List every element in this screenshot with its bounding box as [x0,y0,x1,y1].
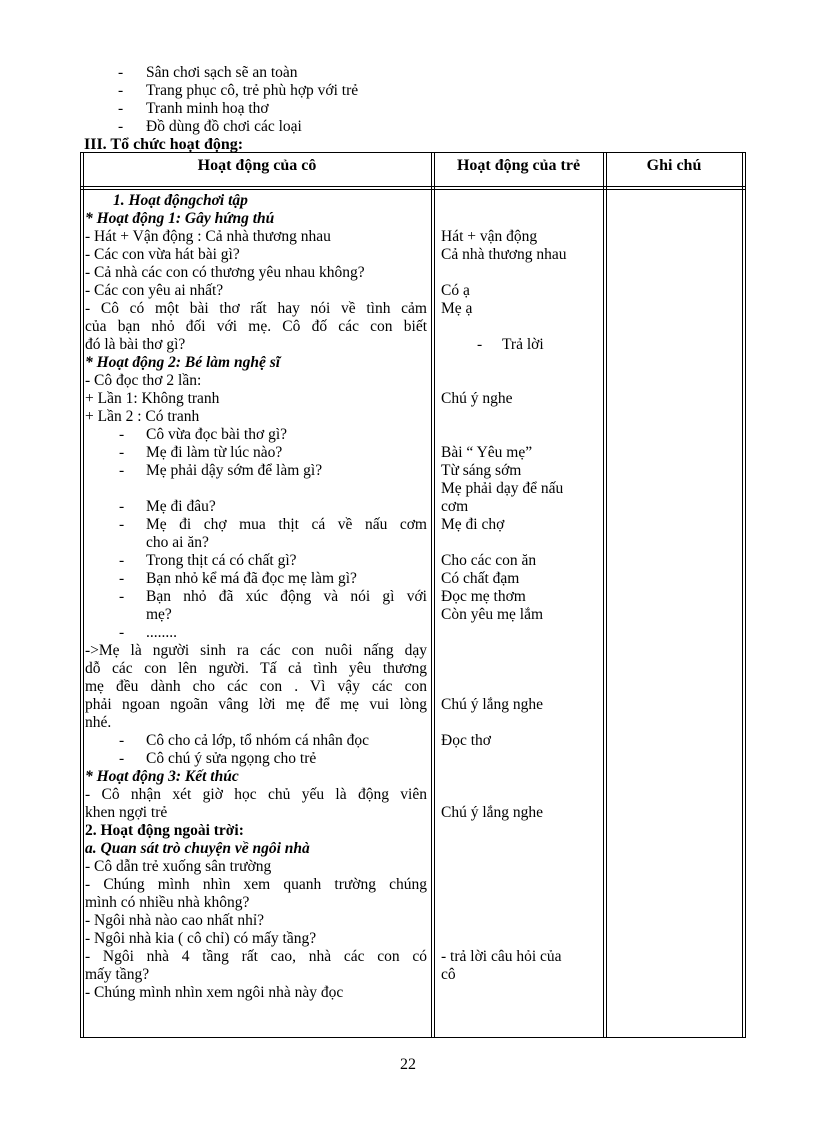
teacher-line: của bạn nhỏ đối với mẹ. Cô đố các con biết [85,318,427,335]
teacher-line: - [119,588,125,605]
table-border [606,152,607,1038]
child-column [441,192,599,1032]
table-border [431,152,432,1038]
table-border [80,152,81,1038]
teacher-line: - Cô đọc thơ 2 lần: [85,372,202,389]
table-border [434,152,435,1038]
teacher-line: - Ngôi nhà 4 tầng rất cao, nhà các con có [85,948,427,965]
list-item: - Sân chơi sạch sẽ an toàn [118,64,298,81]
teacher-line: đó là bài thơ gì? [85,336,186,353]
activity-heading: * Hoạt động 2: Bé làm nghệ sĩ [85,354,281,371]
table-border [83,152,84,1038]
table-border [745,152,746,1038]
teacher-line: Cô chú ý sửa ngọng cho trẻ [146,750,317,767]
teacher-line: Bạn nhỏ kể má đã đọc mẹ làm gì? [146,570,357,587]
teacher-line: Mẹ đi chợ mua thịt cá về nấu cơm [146,516,427,533]
activity-heading: 1. Hoạt độngchơi tập [113,192,248,209]
child-line: Hát + vận động [441,228,538,245]
activity-table [80,152,746,1038]
materials-list [118,64,358,136]
table-border [80,186,746,187]
teacher-line: - [119,462,125,479]
section-title: III. Tổ chức hoạt động: [84,136,244,153]
teacher-line: - Ngôi nhà nào cao nhất nhỉ? [85,912,265,929]
teacher-line: - [119,516,125,533]
teacher-line: - [119,624,125,641]
child-line: Chú ý lắng nghe [441,696,544,713]
teacher-line: Mẹ đi đâu? [146,498,216,515]
teacher-line: - Các con yêu ai nhất? [85,282,224,299]
table-border [80,189,746,190]
child-line: - trả lời câu hỏi của [441,948,562,965]
child-line: Chú ý lắng nghe [441,804,544,821]
teacher-line: ........ [146,624,177,641]
teacher-line: Cô vừa đọc bài thơ gì? [146,426,287,443]
teacher-line: Mẹ phải dậy sớm để làm gì? [146,462,323,479]
child-line: Mẹ phải dạy để nấu [441,480,564,497]
teacher-line: - [119,552,125,569]
table-border [80,152,746,153]
table-border [742,152,743,1038]
teacher-line: + Lần 1: Không tranh [85,390,220,407]
teacher-line: - [119,426,125,443]
list-item: - Tranh minh hoạ thơ [118,100,269,117]
teacher-line: - Các con vừa hát bài gì? [85,246,240,263]
activity-heading: 2. Hoạt động ngoài trời: [85,822,244,839]
teacher-line: - [119,444,125,461]
teacher-line: mấy tầng? [85,966,150,983]
child-line: - [477,336,483,353]
teacher-line: - Cô nhận xét giờ học chủ yếu là động viên [85,786,427,803]
teacher-line: - Ngôi nhà kia ( cô chỉ) có mấy tầng? [85,930,317,947]
teacher-line: nhé. [85,714,112,731]
child-line: Chú ý nghe [441,390,513,407]
teacher-column [85,192,427,1032]
teacher-line: ->Mẹ là người sinh ra các con nuôi nấng dạy [85,642,427,659]
teacher-line: mẹ? [146,606,172,623]
page-number: 22 [400,1056,416,1073]
table-border [603,152,604,1038]
list-item: - Đồ dùng đồ chơi các loại [118,118,302,135]
teacher-line: dỗ các con lên người. Tấ cả tình yêu thương [85,660,427,677]
teacher-line: Cô cho cả lớp, tổ nhóm cá nhân đọc [146,732,369,749]
teacher-line: - [119,732,125,749]
teacher-line: - Hát + Vận động : Cả nhà thương nhau [85,228,331,245]
child-line: cơm [441,498,469,515]
teacher-line: - [119,498,125,515]
child-line: Cho các con ăn [441,552,537,569]
child-line: Có ạ [441,282,470,299]
teacher-line: - Chúng mình nhìn xem quanh trường chúng [85,876,427,893]
child-line: Cả nhà thương nhau [441,246,567,263]
child-line: Có chất đạm [441,570,520,587]
teacher-line: - Chúng mình nhìn xem ngôi nhà này đọc [85,984,344,1001]
header-child-activity: Hoạt động của trẻ [456,157,581,174]
child-line: Trả lời [502,336,544,353]
teacher-line: - [119,570,125,587]
teacher-line: - Cô có một bài thơ rất hay nói về tình cảm [85,300,427,317]
teacher-line: Bạn nhỏ đã xúc động và nói gì với [146,588,427,605]
child-line: Đọc thơ [441,732,491,749]
activity-heading: a. Quan sát trò chuyện về ngôi nhà [85,840,310,857]
child-line: Đọc mẹ thơm [441,588,526,605]
child-line: cô [441,966,456,983]
teacher-line: Trong thịt cá có chất gì? [146,552,297,569]
child-line: Từ sáng sớm [441,462,522,479]
teacher-line: - Cô dẫn trẻ xuống sân trường [85,858,272,875]
teacher-line: Mẹ đi làm từ lúc nào? [146,444,283,461]
teacher-line: phải ngoan ngoãn vâng lời mẹ để mẹ vui lòng [85,696,427,713]
teacher-line: mẹ đều dành cho các con . Vì vậy các con [85,678,427,695]
teacher-line: khen ngợi trẻ [85,804,168,821]
header-notes: Ghi chú [646,157,702,174]
child-line: Mẹ ạ [441,300,473,317]
table-border [80,1037,746,1038]
teacher-line: - [119,750,125,767]
child-line: Bài “ Yêu mẹ” [441,444,533,461]
child-line: Mẹ đi chợ [441,516,505,533]
activity-heading: * Hoạt động 3: Kết thúc [85,768,239,785]
activity-heading: * Hoạt động 1: Gây hứng thú [85,210,275,227]
teacher-line: - Cả nhà các con có thương yêu nhau không? [85,264,365,281]
teacher-line: cho ai ăn? [146,534,209,551]
list-item: - Trang phục cô, trẻ phù hợp với trẻ [118,82,359,99]
teacher-line: mình có nhiều nhà không? [85,894,250,911]
teacher-line: + Lần 2 : Có tranh [85,408,200,425]
header-teacher-activity: Hoạt động của cô [197,157,317,174]
child-line: Còn yêu mẹ lắm [441,606,544,623]
